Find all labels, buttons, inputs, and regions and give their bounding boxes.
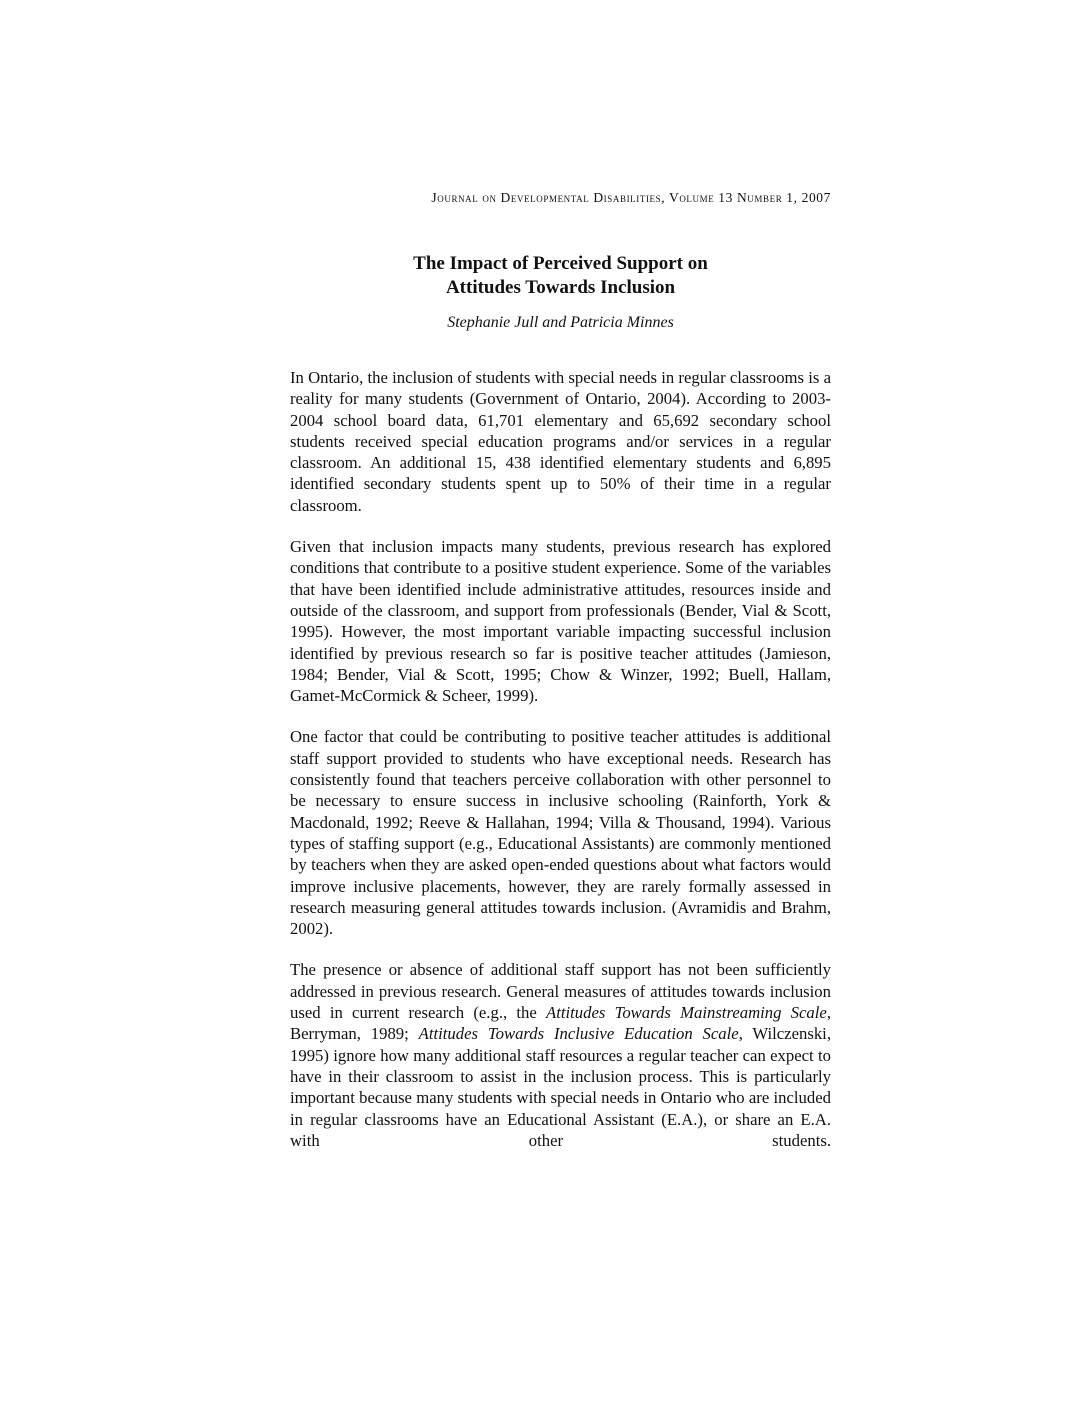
paragraph-3: One factor that could be contributing to positive teacher attitudes is additional staff support provided to students who have exceptional needs. Research has consistently found that teachers perceive collaboration with other personnel to be necessary to ensure success in inclusive schooling (Rainforth, York & Macdonald, 1992; Reeve & Hallahan, 1994; Villa & Thousand, 1994). Various types of staffing support (e.g., Educational Assistants) are commonly mentioned by teachers when they are asked open-ended questions about what factors would improve inclusive placements, however, they are rarely formally assessed in research measuring general attitudes towards inclusion. (Avramidis and Brahm, 2002). — [290, 727, 831, 939]
running-header: Journal on Developmental Disabilities, Volume 13 Number 1, 2007 — [431, 190, 831, 205]
scale-name-inclusive-education: Attitudes Towards Inclusive Education Scale — [418, 1024, 739, 1044]
paragraph-4-text-b: , Berryman, 1989; — [290, 1003, 831, 1044]
article-authors: Stephanie Jull and Patricia Minnes — [447, 314, 674, 331]
paragraph-2: Given that inclusion impacts many students, previous research has explored conditions that contribute to a positive student experience. Some of the variables that have been identified include administrative attitudes, resources inside and outside of the classroom, and support from professionals (Bender, Vial & Scott, 1995). However, the most important variable impacting successful inclusion identified by previous research so far is positive teacher attitudes (Jamieson, 1984; Bender, Vial & Scott, 1995; Chow & Winzer, 1992; Buell, Hallam, Gamet-McCormick & Scheer, 1999). — [290, 537, 831, 706]
paragraph-1: In Ontario, the inclusion of students with special needs in regular classrooms is a reality for many students (Government of Ontario, 2004). According to 2003-2004 school board data, 61,701 elementary and 65,692 secondary school students received special education programs and/or services in a regular classroom. An additional 15, 438 identified elementary students and 6,895 identified secondary students spent up to 50% of their time in a regular classroom. — [290, 368, 831, 515]
title-block — [290, 252, 831, 334]
article-body — [290, 367, 831, 1171]
article-title-line-1: The Impact of Perceived Support on — [413, 253, 708, 274]
paragraph-4-text-c: , Wilczenski, 1995) ignore how many additional staff resources a regular teacher can expect to have in their classroom to assist in the inclusion process. This is particularly important because many students with special needs in Ontario who are included in regular classrooms have an Educational Assistant (E.A.), or share an E.A. with other students. — [290, 1024, 831, 1150]
paragraph-4 — [290, 959, 831, 1151]
paragraph-4-text-a: The presence or absence of additional staff support has not been sufficiently addressed in previous research. General measures of attitudes towards inclusion used in current research (e.g., the — [290, 960, 831, 1023]
article-title-line-2: Attitudes Towards Inclusion — [445, 277, 676, 298]
scale-name-mainstreaming: Attitudes Towards Mainstreaming Scale — [546, 1003, 827, 1023]
